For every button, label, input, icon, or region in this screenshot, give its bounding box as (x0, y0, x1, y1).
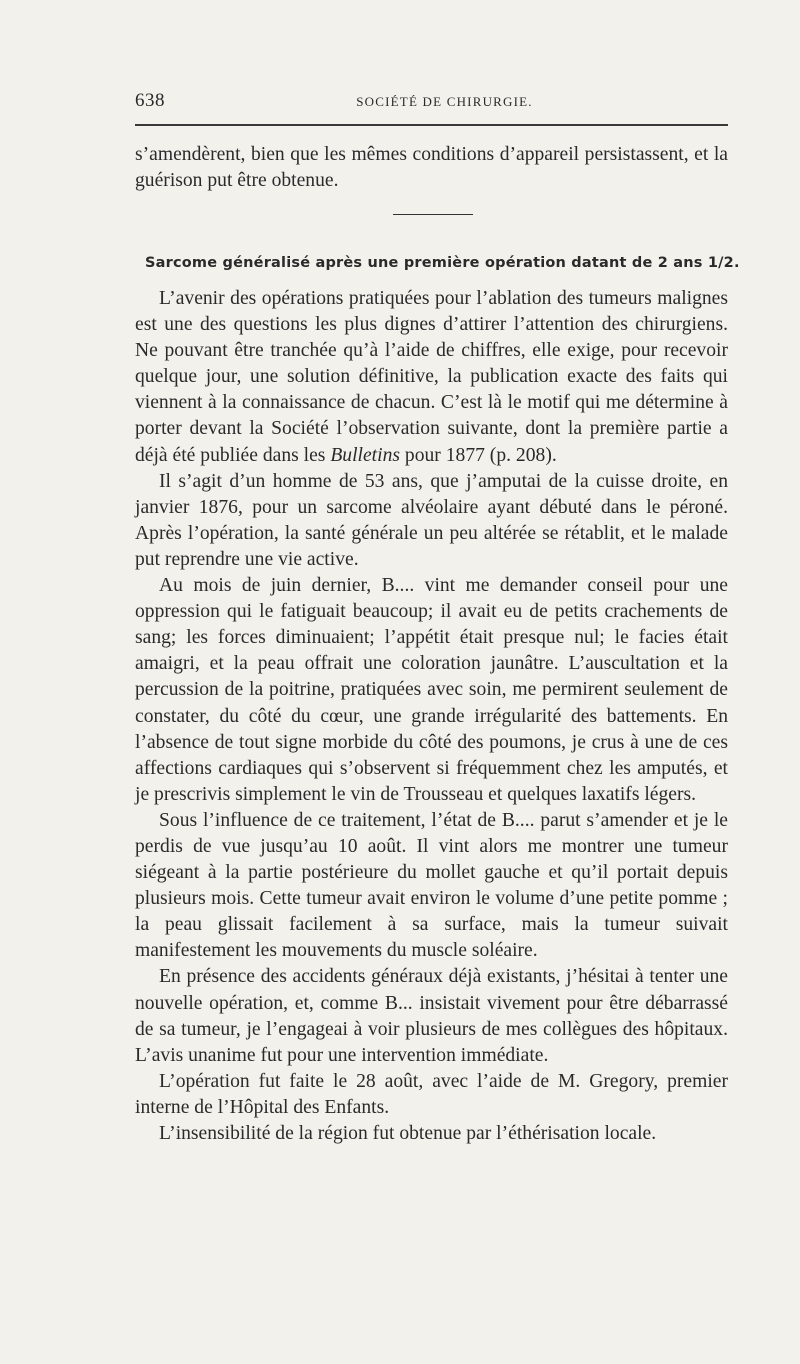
paragraph: Au mois de juin dernier, B.... vint me demander conseil pour une oppression qui le fatiguait beaucoup; il avait eu de petits crachements de sang; les forces diminuaient; l’appétit était presque nul; le facies était amaigri, et la peau offrait une coloration jaunâtre. L’auscultation et la percussion de la poitrine, pratiquées avec soin, me permirent seulement de constater, du côté du cœur, une grande irrégularité des battements. En l’absence de tout signe morbide du côté des poumons, je crus à une de ces affections cardiaques qui s’observent si fréquemment chez les amputés, et je prescrivis simplement le vin de Trousseau et quelques laxatifs légers. (135, 575, 728, 805)
paragraph: Sous l’influence de ce traitement, l’état de B.... parut s’amender et je le perdis de vue jusqu’au 10 août. Il vint alors me montrer une tumeur siégeant à la partie postérieure du mollet gauche et qu’il portait depuis plusieurs mois. Cette tumeur avait environ le volume d’une petite pomme ; la peau glissait facilement à sa surface, mais la tumeur suivait manifestement les mouvements du muscle soléaire. (135, 809, 728, 962)
header-rule (135, 124, 728, 126)
paragraph-text: L’avenir des opérations pratiquées pour l’ablation des tumeurs malignes est une des questions les plus dignes d’attirer l’attention des chirurgiens. Ne pouvant être tranchée qu’à l’aide de chiffres, elle exige, pour recevoir quelque jour, une solution définitive, la publication exacte des faits qui viennent à la connaissance de chacun. C’est là le motif qui me détermine à porter devant la Société l’observation suivante, dont la première partie a déjà été publiée dans les (135, 288, 728, 466)
section-title: Sarcome généralisé après une première opération datant de 2 ans 1/2. (145, 255, 740, 271)
paragraph: L’opération fut faite le 28 août, avec l’aide de M. Gregory, premier interne de l’Hôpital des Enfants. (135, 1070, 728, 1118)
paragraph-italic-text: Bulletins (330, 444, 400, 466)
page-number: 638 (135, 90, 165, 111)
paragraph (135, 286, 728, 469)
page-header (135, 90, 728, 114)
lead-paragraph: s’amendèrent, bien que les mêmes conditions d’appareil persistassent, et la guérison put être obtenue. (135, 144, 728, 192)
section-divider (393, 214, 473, 215)
paragraph: L’insensibilité de la région fut obtenue par l’éthérisation locale. (159, 1123, 657, 1144)
paragraph: Il s’agit d’un homme de 53 ans, que j’amputai de la cuisse droite, en janvier 1876, pour un sarcome alvéolaire ayant débuté dans le péroné. Après l’opération, la santé générale un peu altérée se rétablit, et le malade put reprendre une vie active. (135, 470, 728, 570)
article-body (135, 286, 728, 1147)
paragraph-text: pour 1877 (p. 208). (404, 444, 557, 466)
paragraph: En présence des accidents généraux déjà existants, j’hésitai à tenter une nouvelle opération, et, comme B... insistait vivement pour être débarrassé de sa tumeur, je l’engageai à voir plusieurs de mes collègues des hôpitaux. L’avis unanime fut pour une intervention immédiate. (135, 966, 728, 1066)
running-head: SOCIÉTÉ DE CHIRURGIE. (356, 94, 533, 109)
